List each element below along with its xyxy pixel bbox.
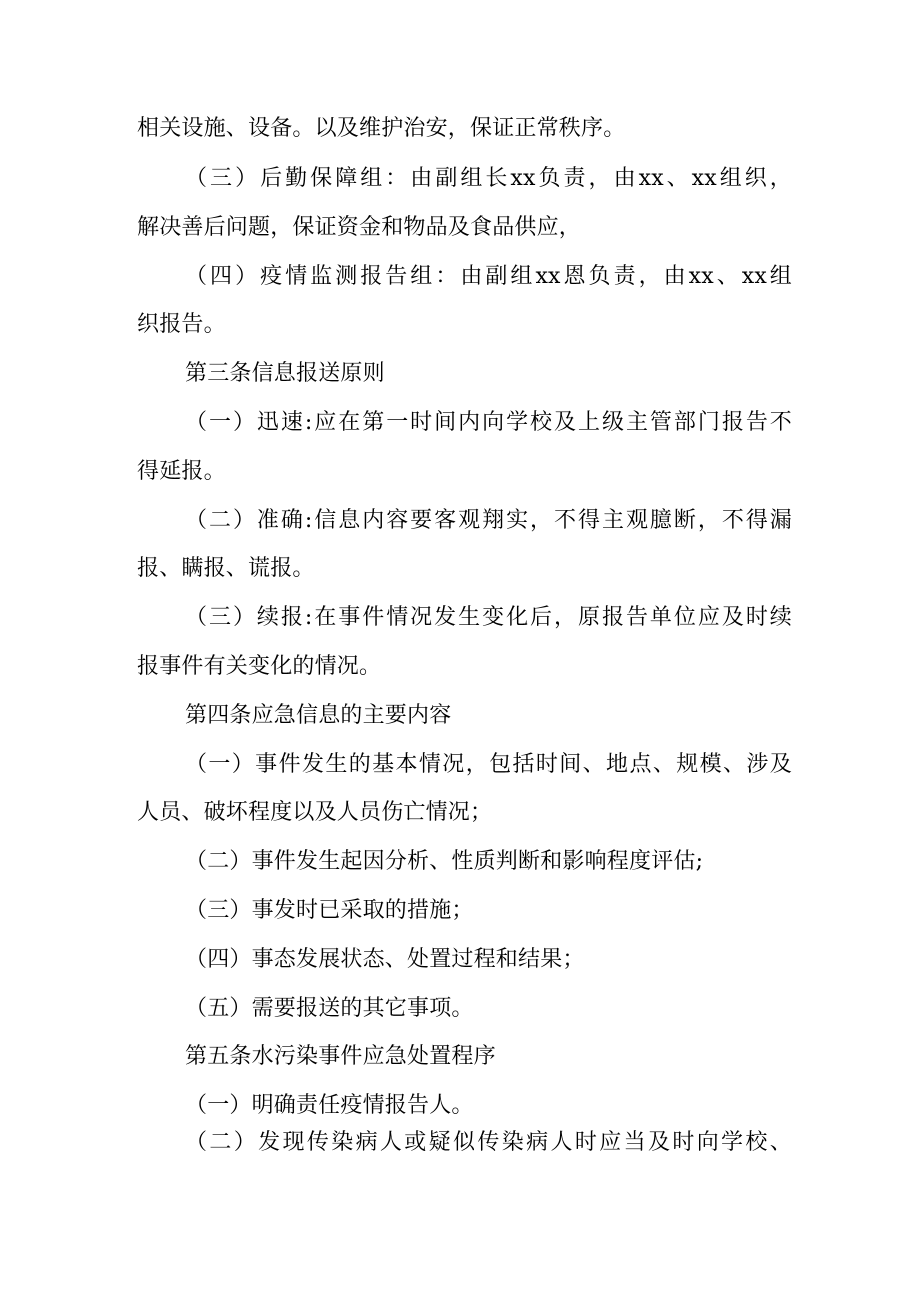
text-line-14: （一）事件发生的基本情况，包括时间、地点、规模、涉及 [185,752,792,777]
text-line-5: 织报告。 [137,312,226,337]
text-line-3: 解决善后问题，保证资金和物品及食品供应， [137,215,582,240]
text-line-11: （三）续报:在事件情况发生变化后，原报告单位应及时续 [185,605,792,630]
section-heading-3: 第三条信息报送原则 [185,361,385,386]
text-line-19: （五）需要报送的其它事项。 [185,996,474,1021]
text-line-17: （三）事发时已采取的措施； [185,898,474,923]
text-line-4: （四）疫情监测报告组：由副组xx恩负责，由xx、xx组 [185,264,792,289]
text-line-21: （一）明确责任疫情报告人。 [185,1093,474,1118]
text-line-12: 报事件有关变化的情况。 [137,654,382,679]
text-line-16: （二）事件发生起因分析、性质判断和影响程度评估; [185,849,704,874]
text-line-8: 得延报。 [137,459,226,484]
text-line-2: （三）后勤保障组：由副组长xx负责，由xx、xx组织， [185,166,792,191]
text-line-10: 报、瞒报、谎报。 [137,556,315,581]
section-heading-5: 第五条水污染事件应急处置程序 [185,1044,496,1069]
text-line-7: （一）迅速:应在第一时间内向学校及上级主管部门报告不 [185,410,792,435]
text-line-22: （二）发现传染病人或疑似传染病人时应当及时向学校、 [185,1130,792,1155]
section-heading-4: 第四条应急信息的主要内容 [185,703,452,728]
text-line-15: 人员、破坏程度以及人员伤亡情况； [137,800,493,825]
text-line-1: 相关设施、设备。以及维护治安，保证正常秩序。 [137,116,626,141]
text-line-18: （四）事态发展状态、处置过程和结果； [185,947,585,972]
text-line-9: （二）准确:信息内容要客观翔实，不得主观臆断，不得漏 [185,508,792,533]
